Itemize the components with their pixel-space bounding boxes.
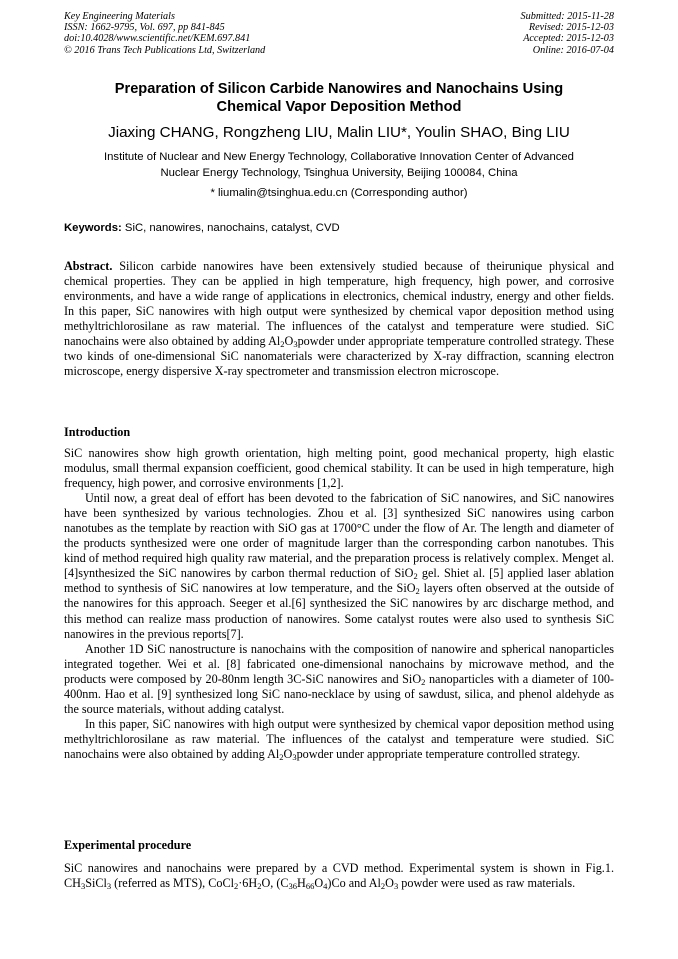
- text-run: H: [297, 876, 306, 891]
- text-run: layers often observed at the outside of the nanowires for this approach. Seeger et al.[6] synthesized the SiC nanowires by arc discharge method, and this method can realize mass production of nanowires. Some catalyst routes were also used to synthesis SiC nanowires in the previous reports[7].: [64, 581, 614, 641]
- subscript: 2: [279, 751, 284, 762]
- abstract-text: Silicon carbide nanowires have been extensively studied because of theirunique physical and chemical properties. They can be applied in high temperature, high frequency, high power, and corrosive environments, and have a wide range of applications in electronics, chemical industry, energy and other fields. In this paper, SiC nanowires with high output were synthesized by chemical vapor deposition method using methyltrichlorosilane as raw material. The influences of the catalyst and temperature were studied. SiC nanochains were also obtained by adding Al: [64, 259, 614, 349]
- subscript: 2: [415, 586, 420, 597]
- title-line-2: Chemical Vapor Deposition Method: [216, 99, 462, 115]
- subscript: 2: [257, 881, 262, 892]
- text-run: powder were used as raw materials.: [398, 876, 576, 891]
- text-run: Until now, a great deal of effort has been devoted to the fabrication of SiC nanowires, and SiC nanowires have been synthesized by various technologies. Zhou et al. [3] synthesized SiC nanowires using carbon nanotubes as the template by reaction with SiO gas at 1700°C under the flow of Ar. The length and diameter of the products synthesized were one order of magnitude larger than the corresponding carbon nanotubes. This kind of method required high quality raw material, and the preparation process is relatively complex. Menget al. [4]synthesized the SiC nanowires by carbon thermal reduction of SiO: [64, 491, 614, 581]
- title-line-1: Preparation of Silicon Carbide Nanowires and Nanochains Using: [114, 81, 564, 97]
- text-run: SiCl: [85, 876, 107, 891]
- introduction-body: [64, 446, 614, 762]
- text-run: O, (C: [261, 876, 289, 891]
- text-run: nanoparticles with a diameter of 100-400nm. Hao et al. [9] synthesized long SiC nano-necklace by using of sawdust, silica, and phenol aldehyde as the source materials, without adding catalyst.: [64, 671, 614, 716]
- text-run: O: [385, 876, 394, 891]
- subscript: 2: [233, 881, 239, 892]
- intro-paragraph: [64, 491, 614, 641]
- text-run: Another 1D SiC nanostructure is nanochains with the composition of nanowire and spherical nanoparticles integrated together. Wei et al. [8] fabricated one-dimensional nanochains by microwave method, and the products were composed by 20-80nm length 3C-SiC nanowires and SiO: [64, 641, 614, 686]
- text-run: (referred as MTS), CoCl: [111, 876, 234, 891]
- intro-paragraph: [64, 642, 614, 717]
- doi-line: doi:10.4028/www.scientific.net/KEM.697.841: [64, 33, 251, 45]
- journal-header: [64, 11, 265, 56]
- subscript: 3: [106, 881, 112, 892]
- experimental-paragraph: [64, 861, 614, 891]
- copyright-line: © 2016 Trans Tech Publications Ltd, Switzerland: [64, 44, 266, 56]
- abstract-text: O: [284, 334, 294, 349]
- intro-paragraph: [64, 717, 614, 762]
- experimental-heading: Experimental procedure: [64, 838, 192, 852]
- text-run: ·6H: [238, 876, 258, 891]
- subscript: 3: [293, 339, 298, 350]
- keywords-text: SiC, nanowires, nanochains, catalyst, CVD: [121, 222, 340, 234]
- experimental-body: [64, 861, 614, 891]
- abstract: [64, 259, 614, 379]
- affiliation-line-1: Institute of Nuclear and New Energy Technology, Collaborative Innovation Center of Advanced: [104, 151, 574, 163]
- issn-line: ISSN: 1662-9795, Vol. 697, pp 841-845: [64, 22, 225, 34]
- text-run: )Co and Al: [327, 876, 381, 891]
- submitted-date: Submitted: 2015-11-28: [520, 11, 614, 22]
- paper-title: [60, 80, 618, 116]
- text-run: In this paper, SiC nanowires with high output were synthesized by chemical vapor deposition method using methyltrichlorosilane as raw material. The influences of the catalyst and temperature were studied. SiC nanochains were also obtained by adding Al: [64, 716, 614, 761]
- subscript: 2: [421, 676, 426, 687]
- corresponding-email: * liumalin@tsinghua.edu.cn (Corresponding author): [210, 187, 468, 199]
- text-run: gel. Shiet al. [5] applied laser ablation method to synthesis of SiC nanowires at low temperature, and the SiO: [64, 566, 614, 596]
- author-list: Jiaxing CHANG, Rongzheng LIU, Malin LIU*, Youlin SHAO, Bing LIU: [108, 124, 570, 141]
- subscript: 2: [380, 881, 386, 892]
- subscript: 3: [393, 881, 399, 892]
- keywords-label: Keywords:: [64, 222, 122, 234]
- subscript: 2: [413, 571, 418, 582]
- subscript: 36: [288, 881, 298, 892]
- dates-header: [521, 11, 614, 56]
- introduction-heading: Introduction: [64, 425, 131, 439]
- text-run: O: [283, 746, 293, 761]
- subscript: 4: [323, 881, 328, 892]
- affiliation: [60, 150, 618, 181]
- text-run: SiC nanowires and nanochains were prepared by a CVD method. Experimental system is shown in Fig.1. CH: [64, 861, 614, 891]
- affiliation-line-2: Nuclear Energy Technology, Tsinghua University, Beijing 100084, China: [160, 166, 518, 179]
- subscript: 3: [80, 881, 86, 892]
- abstract-text: powder under appropriate temperature controlled strategy. These two kinds of one-dimensional SiC nanomaterials were characterized by X-ray diffraction, scanning electron microscope, energy dispersive X-ray spectrometer and transmission electron microscope.: [64, 334, 614, 379]
- text-run: O: [314, 876, 324, 891]
- revised-date: Revised: 2015-12-03: [528, 22, 614, 34]
- subscript: 3: [292, 751, 297, 762]
- keywords: [64, 221, 614, 236]
- accepted-date: Accepted: 2015-12-03: [523, 33, 614, 45]
- online-date: Online: 2016-07-04: [532, 44, 614, 56]
- journal-name: Key Engineering Materials: [64, 11, 175, 22]
- abstract-label: Abstract.: [64, 259, 113, 273]
- subscript: 66: [305, 881, 315, 892]
- subscript: 2: [280, 339, 285, 350]
- intro-paragraph: SiC nanowires show high growth orientation, high melting point, good mechanical property, high elastic modulus, small thermal expansion coefficient, good chemical stability. It can be used in high temperature, high frequency, high power, and corrosive environments [1,2].: [64, 446, 614, 491]
- text-run: powder under appropriate temperature controlled strategy.: [296, 746, 581, 761]
